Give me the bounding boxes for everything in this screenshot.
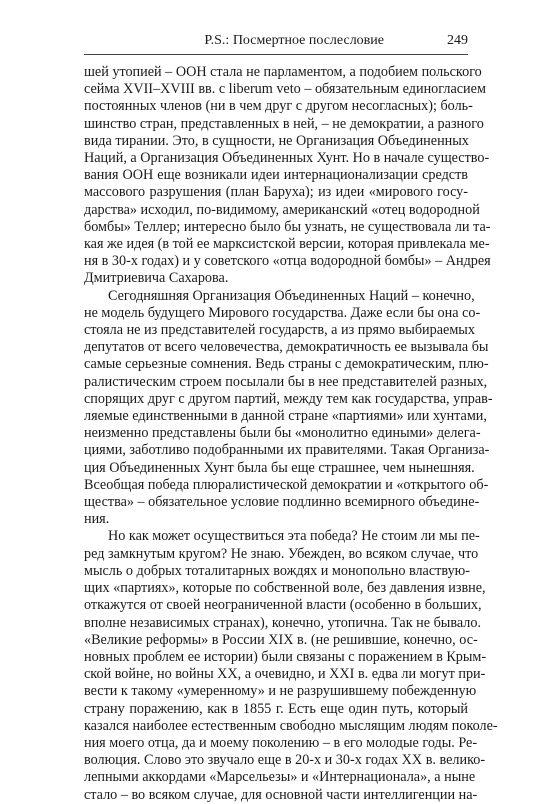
text-line: депутатов от всего человечества, демократичность ее вызывала бы (84, 339, 489, 356)
text-line: ня в 30-х годах) и у советского «отца водородной бомбы» – Андрея (84, 253, 491, 270)
text-line: постоянных членов (ни в чем друг с другом несогласных); боль- (84, 98, 473, 115)
text-line: вида тирании. Это, в сущности, не Организация Объединенных (84, 132, 469, 149)
text-line: циями, заботливо подобранными их правителями. Такая Организа- (84, 442, 490, 459)
text-line: мысль о добрых тоталитарных вождях и монопольно властвую- (84, 562, 470, 579)
running-header (84, 30, 468, 54)
text-line: ния. (84, 511, 110, 528)
text-line: откажутся от своей неограниченной власти (особенно в больших, (84, 597, 482, 614)
paragraph (84, 64, 491, 288)
text-line: ния моего отца, да и моему поколению – в его молодые годы. Ре- (84, 734, 478, 751)
text-line: вести к такому «умеренному» и не разрушившему побежденную (84, 683, 477, 700)
text-line: не модель будущего Мирового государства. Даже если бы она со- (84, 304, 481, 321)
text-line: шинство стран, представленных в ней, – не демократии, а разного (84, 115, 484, 132)
text-line: неизменно представлены были бы «монолитно едиными» делега- (84, 425, 481, 442)
text-line: шей утопией – ООН стала не парламентом, а подобием польского (84, 64, 482, 80)
running-title: P.S.: Посмертное послесловие (204, 33, 384, 48)
text-line: массового разрушения (план Баруха); из идеи «мирового госу- (84, 184, 468, 201)
text-line: сейма XVII–XVIII вв. с liberum veto – обязательным единогласием (84, 81, 486, 98)
text-line: лепными аккордами «Марсельезы» и «Интернационала», а ныне (84, 769, 476, 786)
text-line: волюция. Слово это звучало еще в 20-х и 30-х годах XX в. велико- (84, 752, 486, 769)
text-line: Но как может осуществиться эта победа? Не стоим ли мы пе- (108, 528, 480, 545)
text-line: Сегодняшняя Организация Объединенных Наций – конечно, (108, 287, 475, 304)
text-line: спорящих друг с другом партий, между тем как государства, управ- (84, 390, 493, 407)
paragraph (84, 287, 493, 529)
text-line: ред замкнутым кругом? Не знаю. Убежден, во всяком случае, что (84, 545, 479, 562)
page-number: 249 (447, 33, 468, 48)
text-line: казался наиболее естественным свободно мыслящим людям поколе- (84, 717, 498, 734)
text-line: стало – во всяком случае, для основной части интеллигенции на- (84, 786, 478, 803)
text-line: вания ООН еще возникали идеи интернационализации средств (84, 167, 468, 184)
header-rule (84, 54, 468, 55)
text-line: ция Объединенных Хунт была бы еще страшнее, чем нынешняя. (84, 459, 475, 476)
text-line: кая же идея (в той ее марксистской версии, которая привлекала ме- (84, 236, 490, 253)
text-line: щих «партиях», которые по собственной воле, без давления извне, (84, 580, 486, 597)
text-line: вполне независимых странах), конечно, утопична. Так не бывало. (84, 614, 481, 631)
text-line: щества» – обязательное условие подлинно всемирного объедине- (84, 494, 480, 511)
text-line: новных проблем ее истории) были связаны с поражением в Крым- (84, 648, 487, 665)
text-line: ралистическим строем посылали бы в нее представителей разных, (84, 373, 488, 390)
text-line: ской войне, но войны XX, а очевидно, и XXI в. едва ли могут при- (84, 666, 486, 683)
text-line: страну поражению, как в 1855 г. Есть еще один путь, который (84, 700, 468, 717)
text-line: «Великие реформы» в России XIX в. (не решившие, конечно, ос- (84, 631, 478, 648)
body-text (84, 64, 498, 804)
text-line: бомбы» Теллер; интересно было бы узнать, не существовала ли та- (84, 218, 491, 235)
text-line: самые серьезные сомнения. Ведь страны с демократическим, плю- (84, 356, 489, 373)
text-line: Дмитриевича Сахарова. (84, 270, 229, 287)
text-line: Наций, а Организация Объединенных Хунт. Но в начале существо- (84, 150, 490, 167)
text-line: дарства» исходил, по-видимому, американский «отец водородной (84, 201, 480, 218)
text-line: ляемые единственными в данной стране «партиями» или хунтами, (84, 408, 487, 425)
paragraph (84, 528, 498, 803)
text-line: Всеобщая победа плюралистической демократии и «открытого об- (84, 476, 489, 493)
text-line: стояла не из представителей государств, а из прямо выбираемых (84, 322, 475, 339)
